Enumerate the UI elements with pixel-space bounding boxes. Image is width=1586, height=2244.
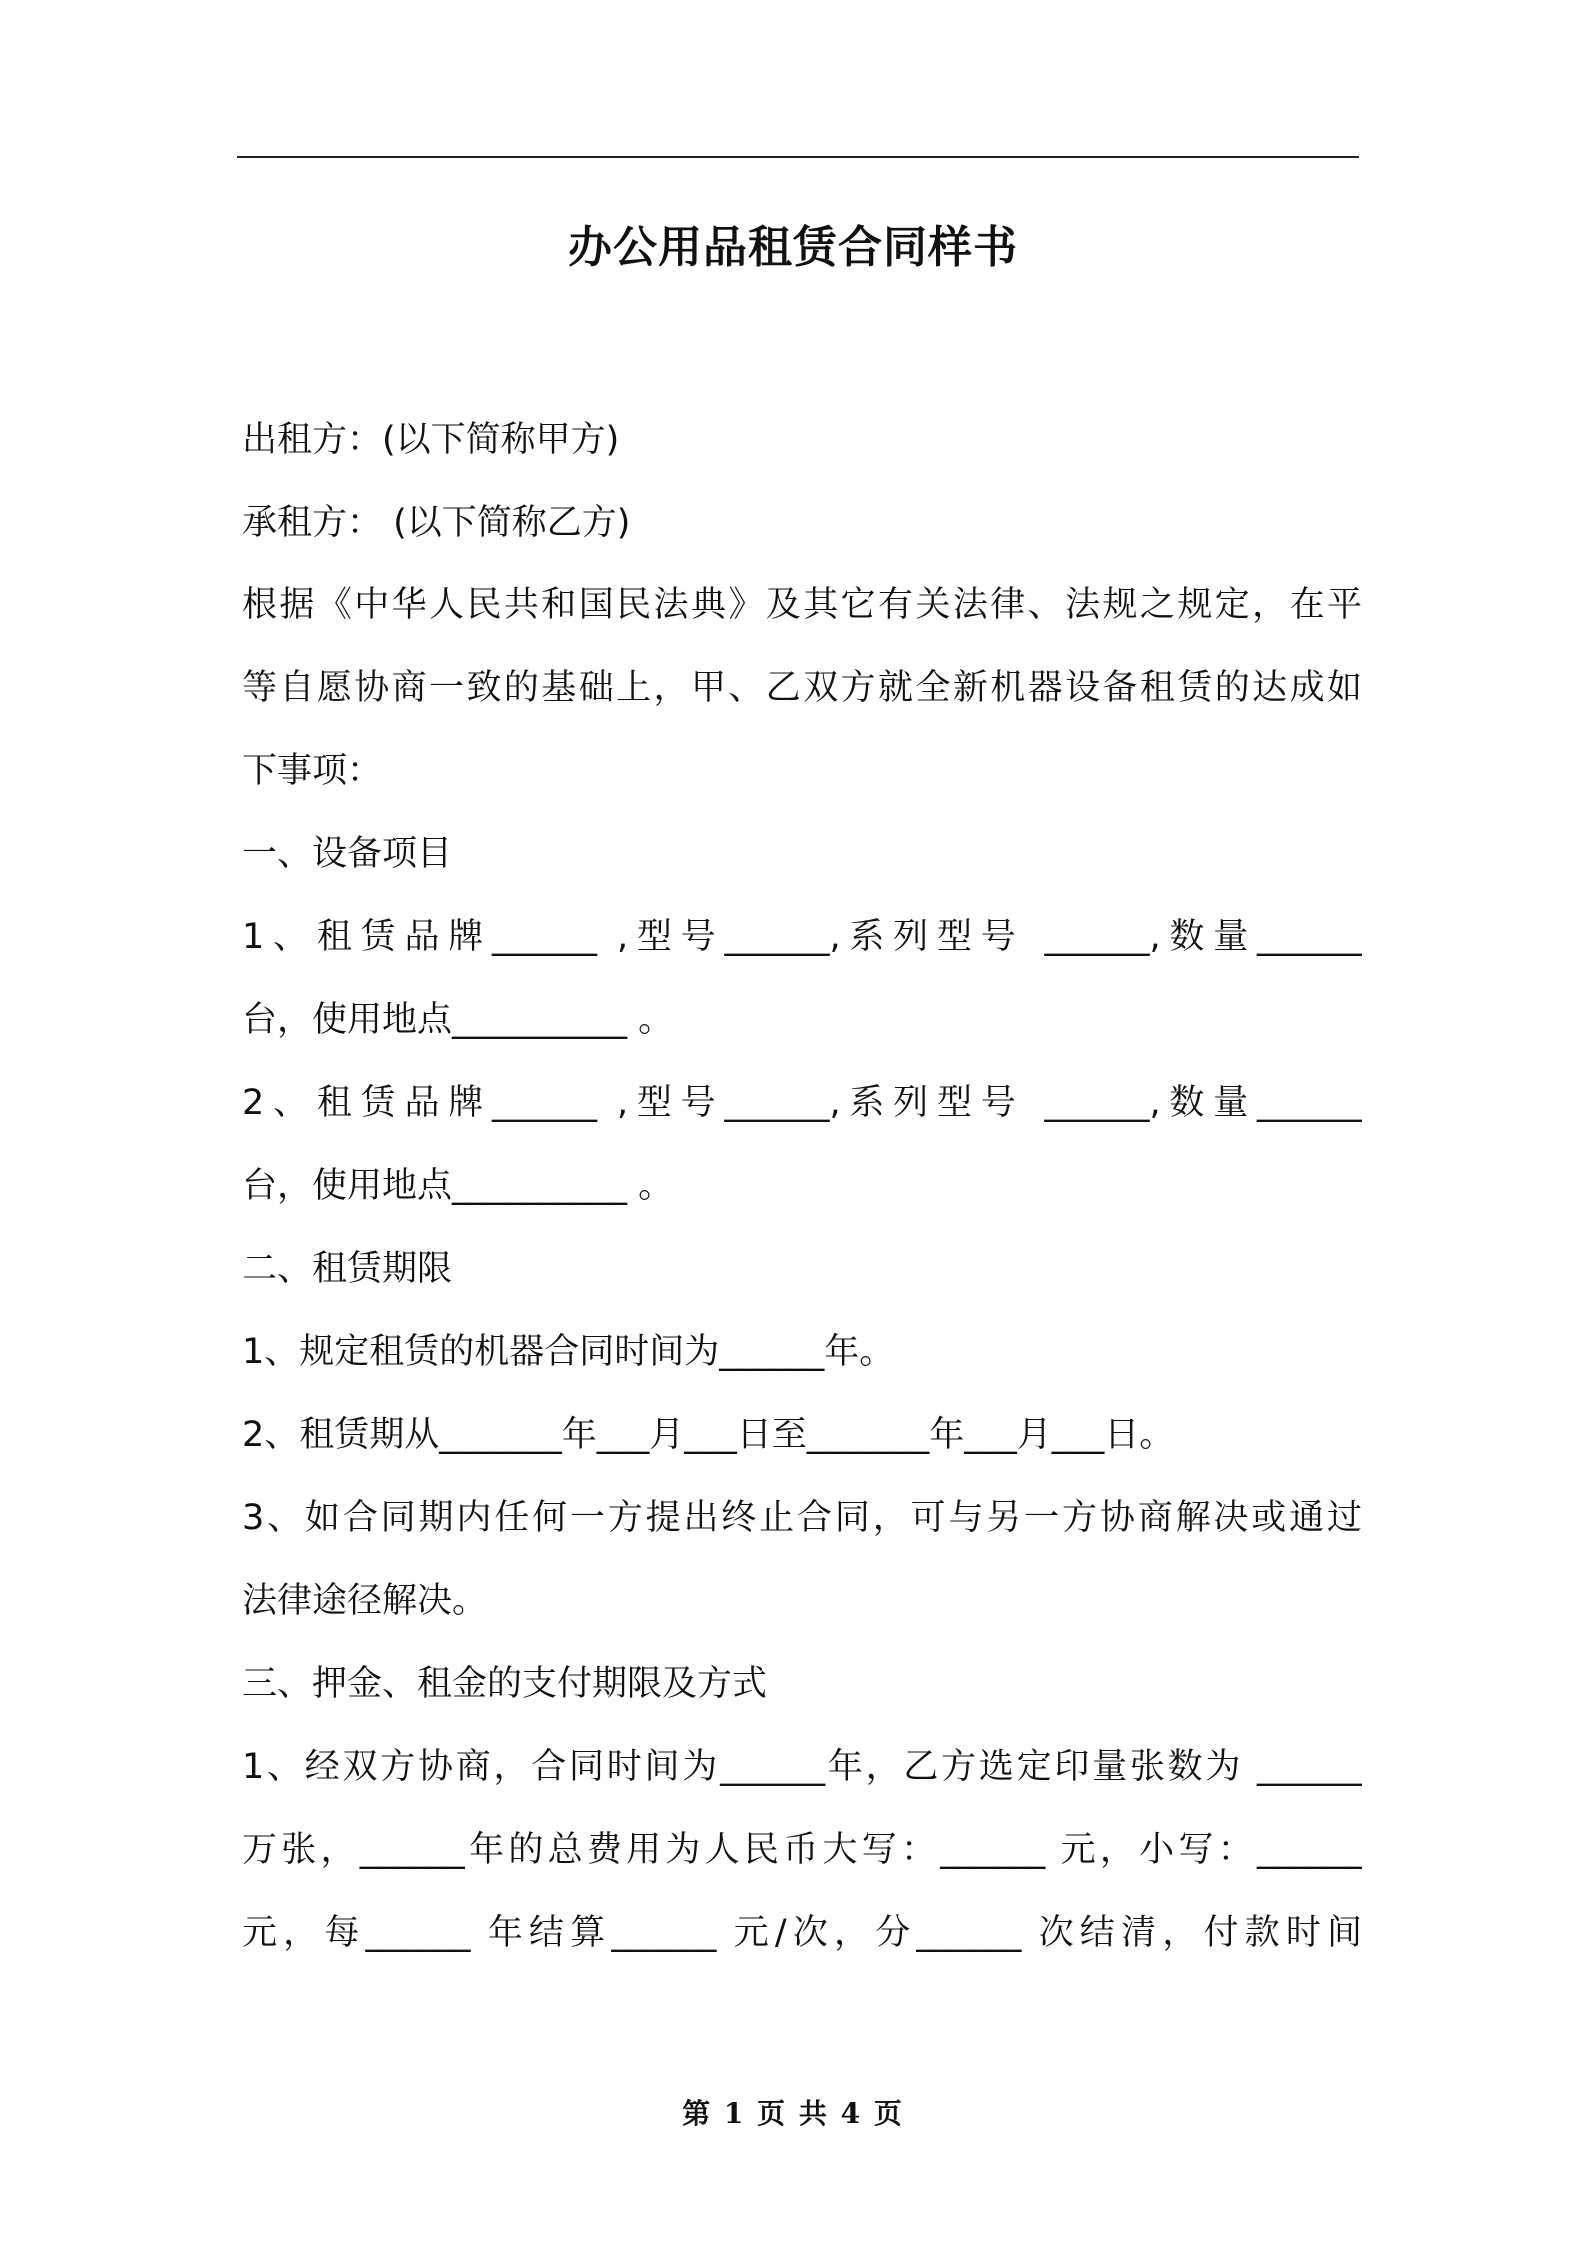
equipment-item-2-line-1: 2、租赁品牌______ ,型号______,系列型号 ______,数量______: [242, 1083, 1362, 1123]
section-heading-equipment: 一、设备项目: [242, 834, 453, 874]
section-heading-payment: 三、押金、租金的支付期限及方式: [242, 1664, 768, 1704]
equipment-item-1-line-1: 1、租赁品牌______ ,型号______,系列型号 ______,数量______: [242, 917, 1362, 957]
document-title: 办公用品租赁合同样书: [568, 222, 1018, 273]
term-item-2: 2、租赁期从_______年___月___日至_______年___月___日。: [242, 1415, 1175, 1455]
equipment-item-1-line-2: 台，使用地点__________ 。: [242, 1000, 674, 1040]
preamble-line-3: 下事项：: [242, 751, 383, 791]
payment-item-1-line-2: 万张，______年的总费用为人民币大写：______ 元，小写：______: [242, 1830, 1362, 1870]
preamble-line-1: 根据《中华人民共和国民法典》及其它有关法律、法规之规定，在平: [242, 585, 1362, 625]
payment-item-1-line-3: 元，每______ 年结算______ 元/次，分______ 次结清，付款时间: [242, 1913, 1362, 1953]
page-number-footer: 第 1 页 共 4 页: [682, 2097, 904, 2130]
term-item-3-line-2: 法律途径解决。: [242, 1581, 488, 1621]
preamble-line-2: 等自愿协商一致的基础上，甲、乙双方就全新机器设备租赁的达成如: [242, 668, 1362, 708]
term-item-1: 1、规定租赁的机器合同时间为______年。: [242, 1332, 895, 1372]
party-a-line: 出租方：(以下简称甲方): [242, 420, 620, 460]
section-heading-term: 二、租赁期限: [242, 1249, 453, 1289]
party-b-line: 承租方： (以下简称乙方): [242, 503, 631, 543]
payment-item-1-line-1: 1、经双方协商，合同时间为______年，乙方选定印量张数为 ______: [242, 1747, 1362, 1787]
header-rule: [237, 156, 1359, 158]
equipment-item-2-line-2: 台，使用地点__________ 。: [242, 1166, 674, 1206]
term-item-3-line-1: 3、如合同期内任何一方提出终止合同，可与另一方协商解决或通过: [242, 1498, 1362, 1538]
